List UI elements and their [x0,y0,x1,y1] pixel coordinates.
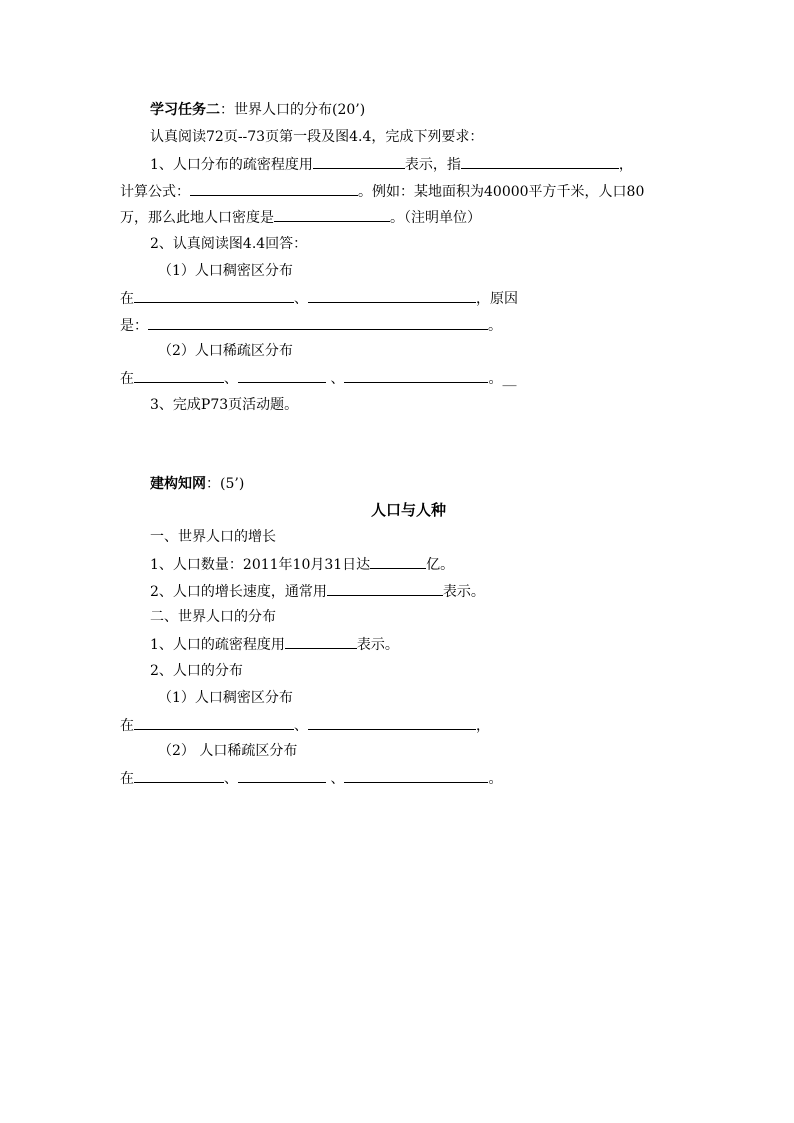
item-j1 [150,634,399,654]
text: 1、人口分布的疏密程度用 [150,157,313,173]
section-2: 二、世界人口的分布 [150,609,276,625]
blank-density-representation[interactable] [313,154,405,169]
task2-q3: 3、完成P73页活动题。 [150,397,299,413]
blank-growth-rate[interactable] [327,581,443,596]
text: 是： [120,318,148,334]
build-title [150,474,244,494]
text: 、 [326,771,345,787]
build-sparse-line [120,768,502,788]
text: ， [618,157,633,173]
text: 、 [224,371,238,387]
text: ， [476,718,490,734]
text: 1、人口数量：2011年10月31日达 [150,557,371,573]
blank-dense-area-2[interactable] [308,288,476,303]
task2-dense-label: （1）人口稠密区分布 [158,263,293,279]
text: 、 [224,771,238,787]
item-j2: 2、人口的分布 [150,663,243,679]
build-title-rest: ：(5’) [206,476,245,492]
blank-sparse-area-2[interactable] [238,368,326,383]
text: 。 [488,771,503,787]
build-dense-line [120,715,490,735]
text: 1、人口的疏密程度用 [150,637,285,653]
text: 在 [120,771,134,787]
build-dense-label: （1）人口稠密区分布 [158,690,293,706]
text: 在 [120,718,134,734]
build-title-bold: 建构知网 [150,476,206,492]
text: 表示，指 [404,157,461,173]
text: 在 [120,371,134,387]
text: 。 [488,318,502,334]
build-sparse-label: （2） 人口稀疏区分布 [158,743,298,759]
text: 在 [120,291,134,307]
blank-sparse-area-1[interactable] [134,368,224,383]
task2-title-rest: ：世界人口的分布(20’) [220,102,366,118]
text: 2、人口的增长速度，通常用 [150,584,327,600]
task2-q2: 2、认真阅读图4.4回答： [150,236,308,252]
text: 表示。 [356,637,399,653]
task2-sparse-line [120,368,516,388]
blank-population-count[interactable] [370,554,426,569]
task2-q1-line1 [150,154,633,174]
blank-build-sparse-1[interactable] [134,768,224,783]
center-title: 人口与人种 [371,501,447,519]
task2-intro: 认真阅读72页--73页第一段及图4.4，完成下列要求： [150,129,484,145]
blank-density-definition[interactable] [461,154,619,169]
task2-reason-line [120,315,502,335]
blank-formula[interactable] [190,181,358,196]
text: 、 [294,718,308,734]
text: 、 [294,291,308,307]
task2-dense-line [120,288,518,308]
text: 亿。 [426,557,455,573]
blank-build-sparse-2[interactable] [238,768,326,783]
blank-dense-area-1[interactable] [134,288,294,303]
task2-q1-line3 [120,207,481,227]
section-1: 一、世界人口的增长 [150,529,276,545]
blank-reason[interactable] [148,315,488,330]
blank-build-dense-2[interactable] [308,715,476,730]
text: 、 [326,371,345,387]
blank-build-dense-1[interactable] [134,715,294,730]
text: 。例如：某地面积为40000平方千米，人口80 [358,184,645,200]
blank-sparse-area-3[interactable] [344,368,488,383]
text: 。（注明单位） [390,210,481,226]
blank-density-answer[interactable] [274,207,390,222]
text: 万，那么此地人口密度是 [120,210,274,226]
item-1 [150,554,454,574]
text: 计算公式： [120,184,190,200]
task2-title [150,100,365,120]
item-2 [150,581,485,601]
text: 表示。 [442,584,485,600]
text: ，原因 [476,291,518,307]
task2-sparse-label: （2）人口稀疏区分布 [158,343,293,359]
blank-density-indicator[interactable] [285,634,357,649]
task2-title-bold: 学习任务二 [150,102,220,118]
blank-build-sparse-3[interactable] [344,768,488,783]
task2-q1-line2 [120,181,644,201]
text: 。__ [488,371,517,387]
